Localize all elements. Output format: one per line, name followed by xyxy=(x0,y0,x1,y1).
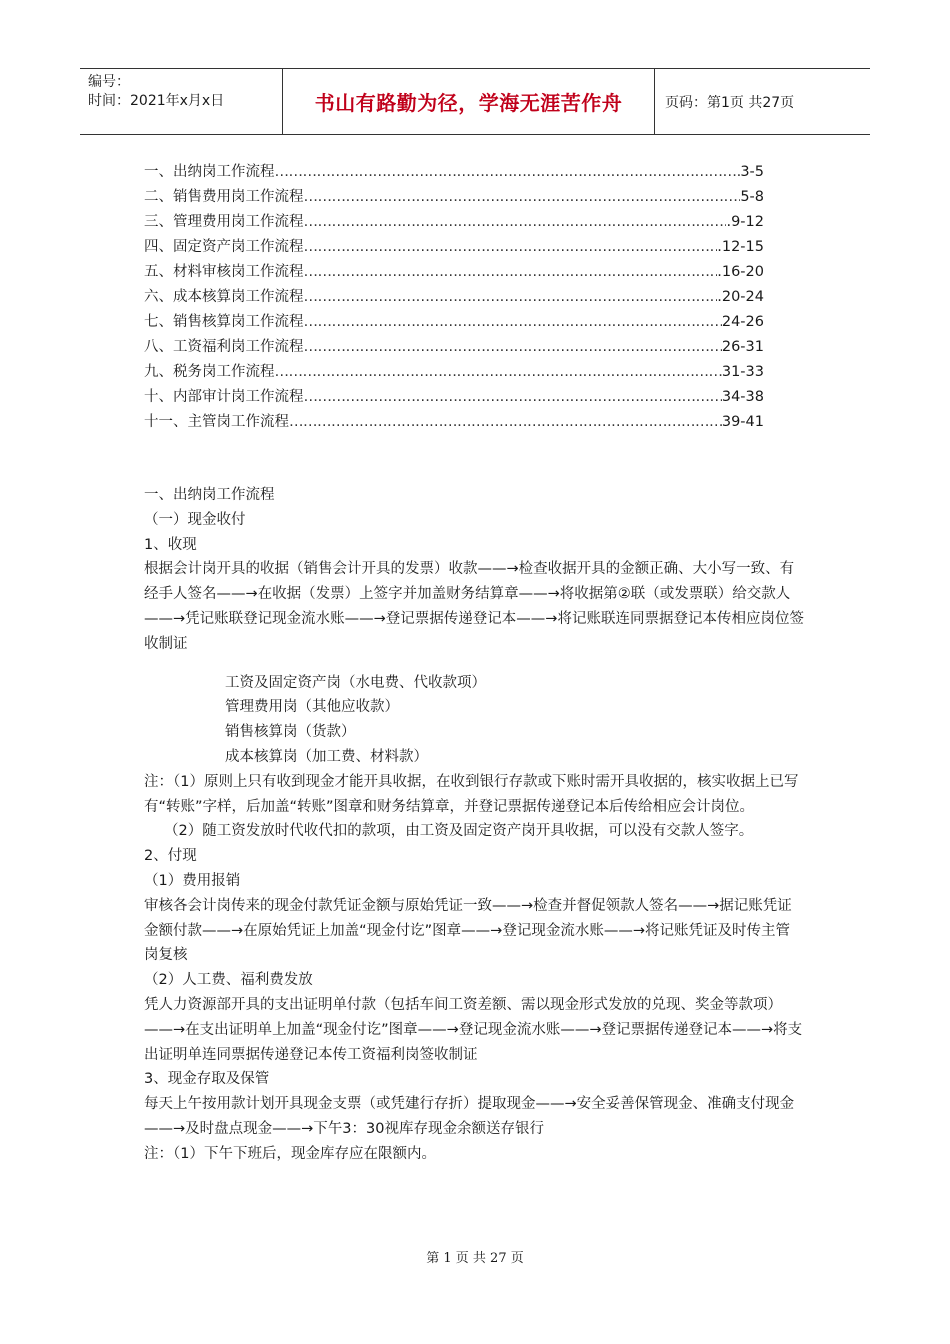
toc-row[interactable] xyxy=(144,310,764,335)
toc-row[interactable] xyxy=(144,235,764,260)
toc-row[interactable] xyxy=(144,385,764,410)
header-left-cell xyxy=(80,69,283,134)
heading-receive-cash: 1、收现 xyxy=(144,536,197,553)
toc-row[interactable] xyxy=(144,335,764,360)
toc-row[interactable] xyxy=(144,410,764,435)
toc-title: 九、税务岗工作流程 xyxy=(144,364,275,380)
toc-leader-dots xyxy=(304,185,741,210)
heading-expense-reimbursement: （1）费用报销 xyxy=(144,872,241,889)
toc-leader-dots xyxy=(304,235,718,260)
toc-leader-dots xyxy=(289,410,722,435)
spacer xyxy=(144,657,804,671)
toc-row[interactable] xyxy=(144,185,764,210)
list-item: 工资及固定资产岗（水电费、代收款项） xyxy=(225,674,486,691)
toc-page-range: .9-12 xyxy=(726,214,764,230)
page-footer: 第 1 页 共 27 页 xyxy=(426,1251,524,1266)
toc-leader-dots xyxy=(304,310,722,335)
toc-title: 五、材料审核岗工作流程 xyxy=(144,264,304,280)
date-label: 时间：2021年x月x日 xyxy=(88,93,225,109)
toc-title: 八、工资福利岗工作流程 xyxy=(144,339,304,355)
paragraph-cash-storage: 每天上午按用款计划开具现金支票（或凭建行存折）提取现金——→安全妥善保管现金、准确支付现金——→及时盘点现金——→下午3：30视库存现金余额送存银行 xyxy=(144,1096,795,1137)
toc-row[interactable] xyxy=(144,360,764,385)
toc-row[interactable] xyxy=(144,160,764,185)
note-2: （2）随工资发放时代收代扣的款项，由工资及固定资产岗开具收据，可以没有交款人签字。 xyxy=(164,823,754,840)
list-item: 销售核算岗（货款） xyxy=(225,724,356,741)
note-1: 注：（1）原则上只有收到现金才能开具收据，在收到银行存款或下账时需开具收据的，核实收据上已写有“转账”字样，后加盖“转账”图章和财务结算章，并登记票据传递登记本后传给相应会计岗位。 xyxy=(144,773,799,815)
toc-page-range: 24-26 xyxy=(721,314,764,330)
note-3: 注：（1）下午下班后，现金库存应在限额内。 xyxy=(144,1145,436,1162)
document-body xyxy=(144,483,804,1167)
list-item: 管理费用岗（其他应收款） xyxy=(225,699,399,716)
page-header xyxy=(80,68,870,135)
header-right-cell xyxy=(655,69,870,134)
toc-page-range: .16-20 xyxy=(717,264,764,280)
toc-title: 一、出纳岗工作流程 xyxy=(144,164,275,180)
toc-title: 十一、主管岗工作流程 xyxy=(144,414,289,430)
page-info: 页码：第1页 共27页 xyxy=(665,94,795,111)
heading-wage-payment: （2）人工费、福利费发放 xyxy=(144,972,313,989)
toc-title: 三、管理费用岗工作流程 xyxy=(144,214,304,230)
toc-row[interactable] xyxy=(144,285,764,310)
heading-cash-storage: 3、现金存取及保管 xyxy=(144,1071,270,1088)
toc-page-range: 5-8 xyxy=(740,189,764,205)
toc-leader-dots xyxy=(304,385,722,410)
toc-page-range: 26-31 xyxy=(721,339,764,355)
toc-page-range: 31-33 xyxy=(721,364,764,380)
toc-leader-dots xyxy=(304,260,718,285)
heading-pay-cash: 2、付现 xyxy=(144,848,197,865)
toc-page-range: .12-15 xyxy=(717,239,764,255)
toc-title: 四、固定资产岗工作流程 xyxy=(144,239,304,255)
table-of-contents xyxy=(144,160,764,435)
number-label: 编号： xyxy=(88,74,130,90)
paragraph-receive-cash: 根据会计岗开具的收据（销售会计开具的发票）收款——→检查收据开具的金额正确、大小写一致、有经手人签名——→在收据（发票）上签字并加盖财务结算章——→将收据第②联（或发票联）给交款人——→凭记账联登记现金流水账——→登记票据传递登记本——→将记账联连同票据登记本传相应岗位签收制证 xyxy=(144,561,804,652)
toc-row[interactable] xyxy=(144,210,764,235)
toc-page-range: 34-38 xyxy=(721,389,764,405)
toc-leader-dots xyxy=(275,360,722,385)
toc-leader-dots xyxy=(304,335,722,360)
paragraph-wage-payment: 凭人力资源部开具的支出证明单付款（包括车间工资差额、需以现金形式发放的兑现、奖金等款项）——→在支出证明单上加盖“现金付讫”图章——→登记现金流水账——→登记票据传递登记本——→将支出证明单连同票据传递登记本传工资福利岗签收制证 xyxy=(144,996,803,1063)
section-title: 一、出纳岗工作流程 xyxy=(144,487,275,503)
toc-title: 六、成本核算岗工作流程 xyxy=(144,289,304,305)
toc-leader-dots xyxy=(304,210,727,235)
list-item: 成本核算岗（加工费、材料款） xyxy=(225,748,428,765)
toc-page-range: 39-41 xyxy=(721,414,764,430)
toc-page-range: 3-5 xyxy=(740,164,764,180)
toc-title: 七、销售核算岗工作流程 xyxy=(144,314,304,330)
header-motto: 书山有路勤为径，学海无涯苦作舟 xyxy=(314,91,623,115)
toc-page-range: .20-24 xyxy=(717,289,764,305)
toc-title: 二、销售费用岗工作流程 xyxy=(144,189,304,205)
toc-leader-dots xyxy=(275,160,741,185)
subsection-title: （一）现金收付 xyxy=(144,511,246,528)
toc-title: 十、内部审计岗工作流程 xyxy=(144,389,304,405)
paragraph-expense-reimbursement: 审核各会计岗传来的现金付款凭证金额与原始凭证一致——→检查并督促领款人签名——→据记账凭证金额付款——→在原始凭证上加盖“现金付讫”图章——→登记现金流水账——→将记账凭证及时传主管岗复核 xyxy=(144,897,792,964)
toc-leader-dots xyxy=(304,285,718,310)
toc-row[interactable] xyxy=(144,260,764,285)
header-middle-cell xyxy=(283,69,655,134)
